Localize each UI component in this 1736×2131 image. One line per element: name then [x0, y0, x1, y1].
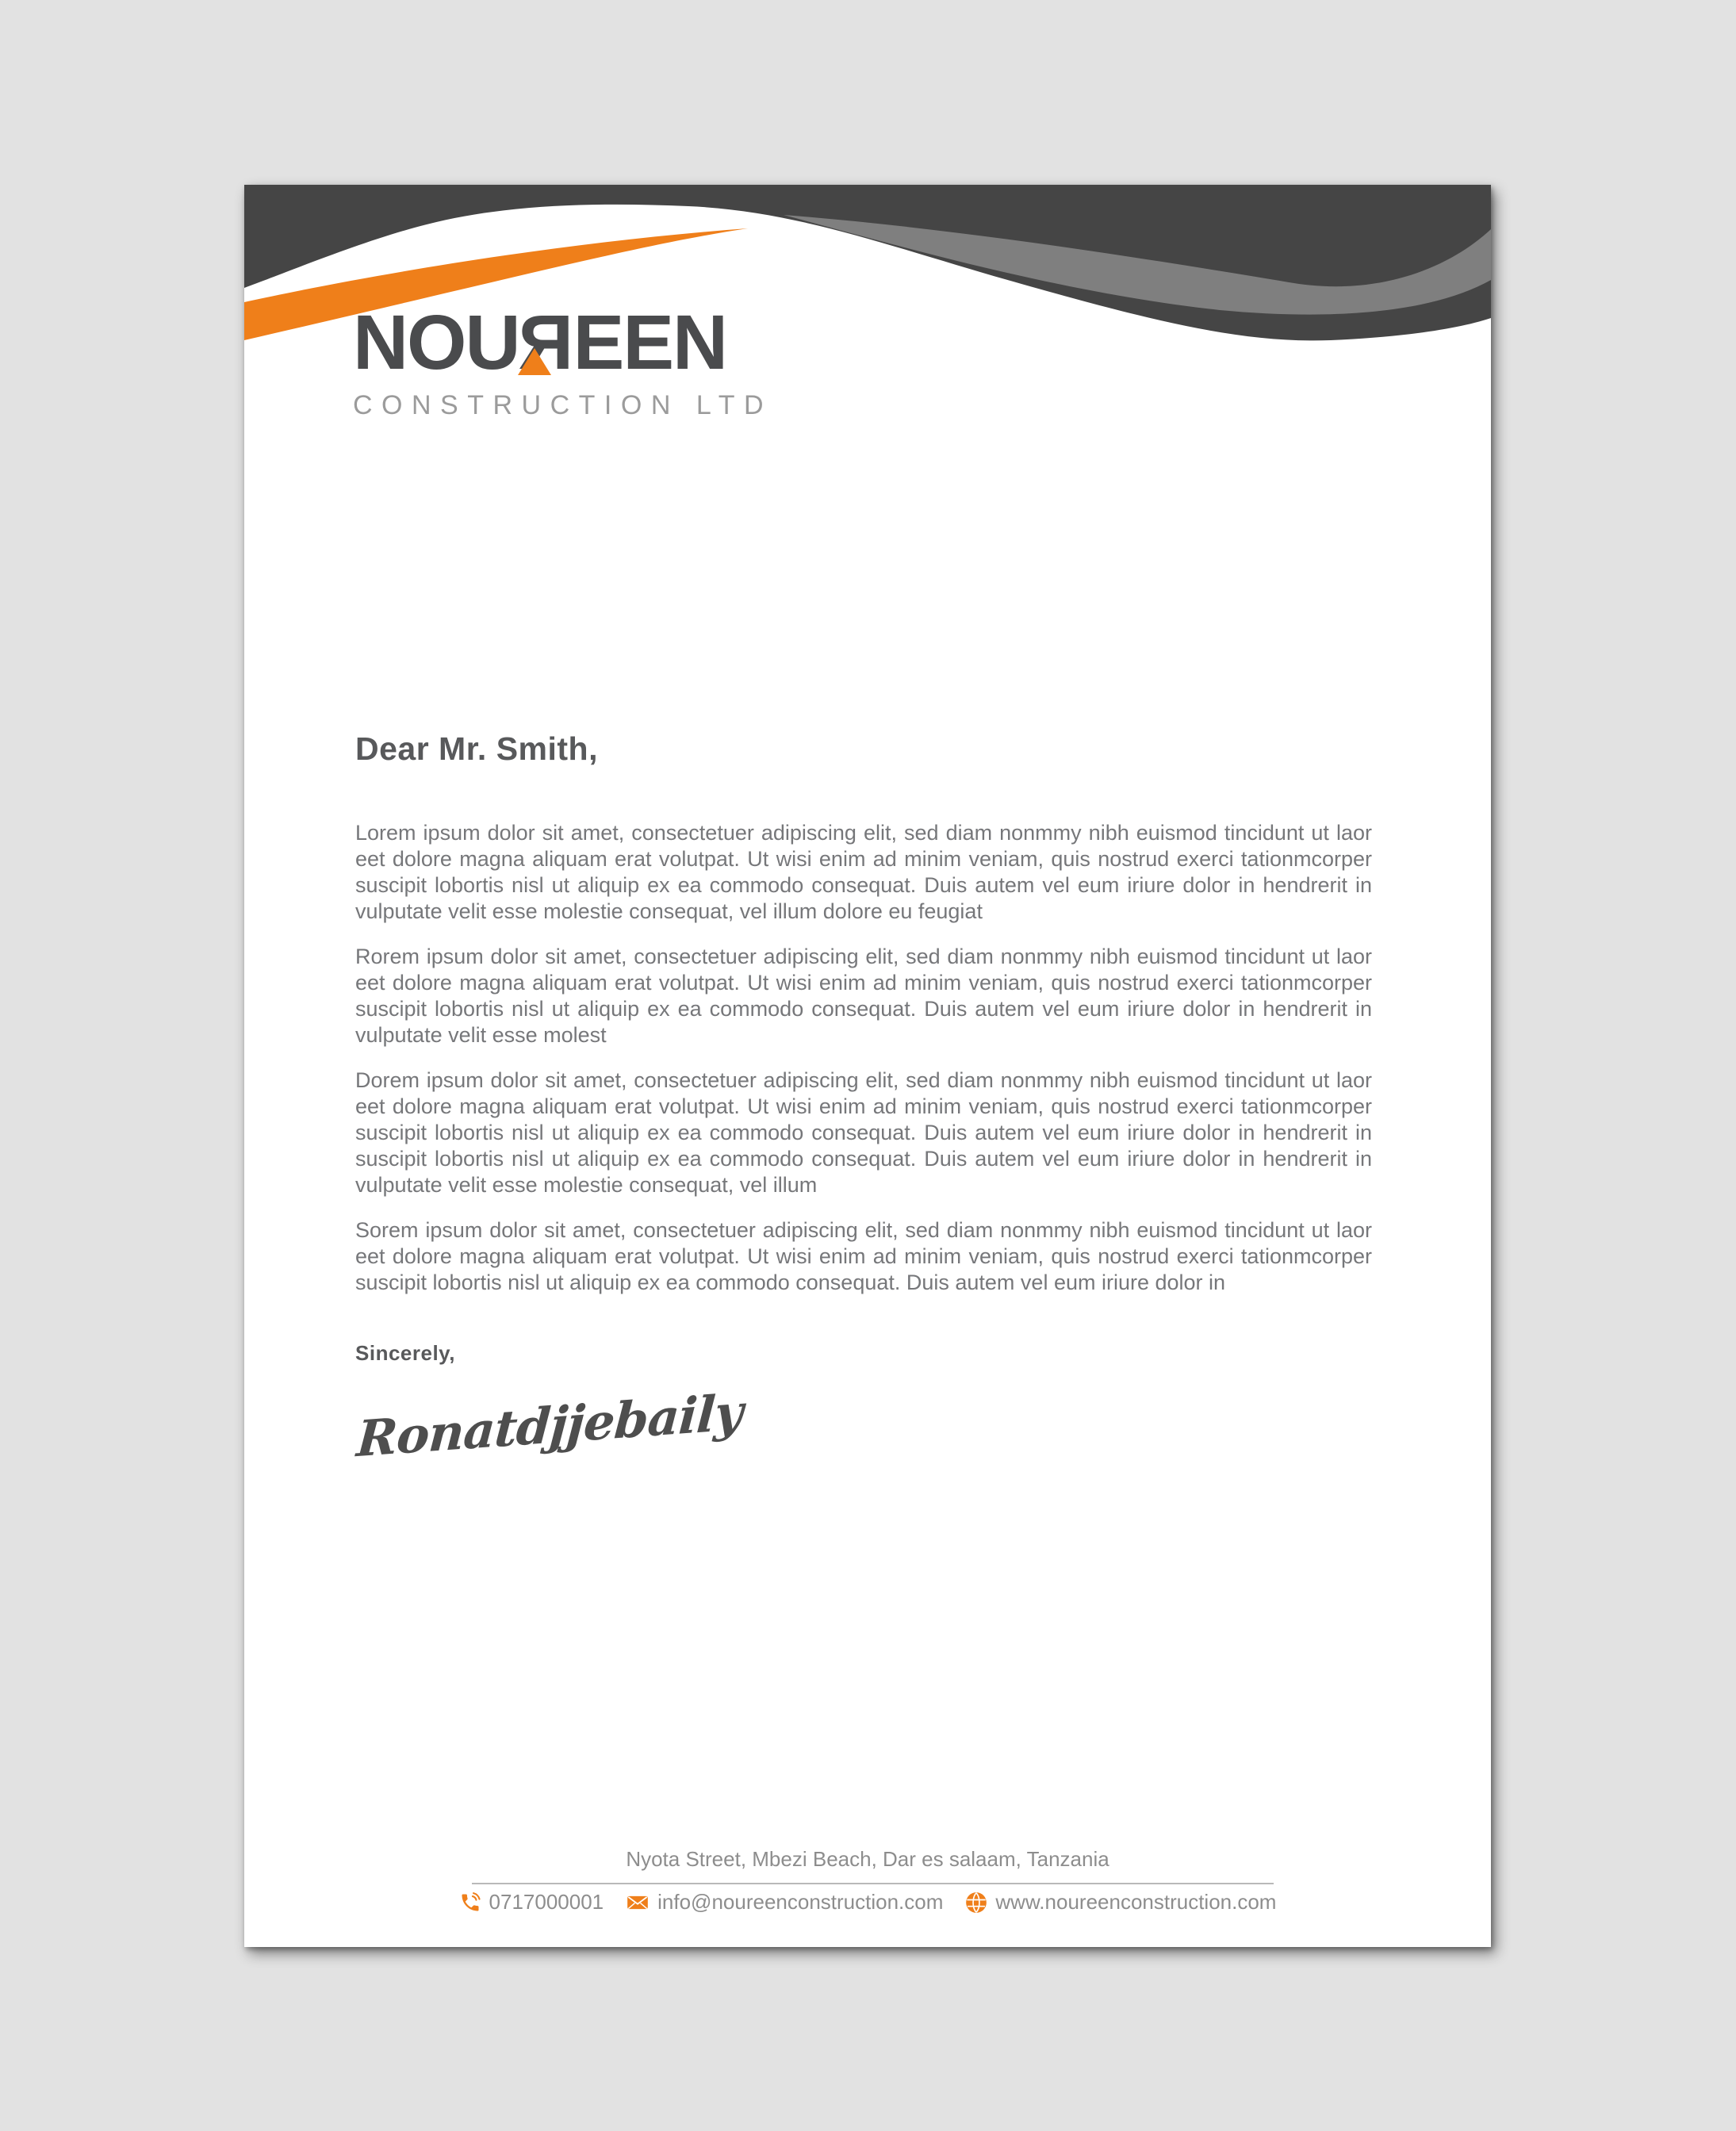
contact-email [626, 1890, 943, 1914]
footer-address: Nyota Street, Mbezi Beach, Dar es salaam, Tanzania [626, 1847, 1109, 1871]
footer-contacts [244, 1890, 1491, 1914]
orange-triangle-icon [518, 348, 551, 375]
contact-website [965, 1890, 1276, 1914]
paragraph-4: Sorem ipsum dolor sit amet, consectetuer adipiscing elit, sed diam nonmmy nibh euismod tincidunt ut laor eet dolore magna aliquam erat volutpat. Ut wisi enim ad minim veniam, quis nostrud exerci tationmcorper suscipit lobortis nisl ut aliquip ex ea commodo consequat. Duis autem vel eum iriure dolor in [355, 1218, 1372, 1294]
phone-icon [459, 1891, 481, 1914]
letter-paragraphs [355, 820, 1372, 1296]
paragraph-2: Rorem ipsum dolor sit amet, consectetuer adipiscing elit, sed diam nonmmy nibh euismod tincidunt ut laor eet dolore magna aliquam erat volutpat. Ut wisi enim ad minim veniam, quis nostrud exerci tationmcorper suscipit lobortis nisl ut aliquip ex ea commodo consequat. Duis autem vel eum iriure dolor in hendrerit in vulputate velit esse molest [355, 945, 1372, 1047]
paragraph-1: Lorem ipsum dolor sit amet, consectetuer adipiscing elit, sed diam nonmmy nibh euismod tincidunt ut laor eet dolore magna aliquam erat volutpat. Ut wisi enim ad minim veniam, quis nostrud exerci tationmcorper suscipit lobortis nisl ut aliquip ex ea commodo consequat. Duis autem vel eum iriure dolor in hendrerit in vulputate velit esse molestie consequat, vel illum dolore eu feugiat [355, 821, 1372, 923]
email-address: info@noureenconstruction.com [657, 1890, 944, 1914]
letter-body [355, 730, 1372, 1315]
company-logo [353, 299, 773, 420]
logo-letter-r [519, 299, 573, 385]
logo-word-start: NOU [353, 299, 519, 385]
globe-icon [965, 1891, 987, 1914]
phone-number: 0717000001 [489, 1890, 604, 1914]
salutation: Dear Mr. Smith, [355, 730, 598, 767]
letterhead-page [244, 185, 1491, 1947]
logo-word-end: EEN [573, 299, 727, 385]
contact-phone [459, 1890, 604, 1914]
logo-wordmark [353, 299, 772, 385]
logo-subtitle: CONSTRUCTION LTD [353, 390, 773, 420]
paragraph-3: Dorem ipsum dolor sit amet, consectetuer adipiscing elit, sed diam nonmmy nibh euismod tincidunt ut laor eet dolore magna aliquam erat volutpat. Ut wisi enim ad minim veniam, quis nostrud exerci tationmcorper suscipit lobortis nisl ut aliquip ex ea commodo consequat. Duis autem vel eum iriure dolor in hendrerit in suscipit lobortis nisl ut aliquip ex ea commodo consequat. Duis autem vel eum iriure dolor in hendrerit in vulputate velit esse molestie consequat, vel illum [355, 1068, 1372, 1197]
mirrored-r-glyph: R [519, 299, 573, 385]
website-url: www.noureenconstruction.com [995, 1890, 1277, 1914]
footer-divider [472, 1883, 1274, 1884]
closing: Sincerely, [355, 1341, 455, 1365]
envelope-icon [626, 1891, 650, 1914]
signature: Ronatdjjebaily [354, 1382, 745, 1469]
